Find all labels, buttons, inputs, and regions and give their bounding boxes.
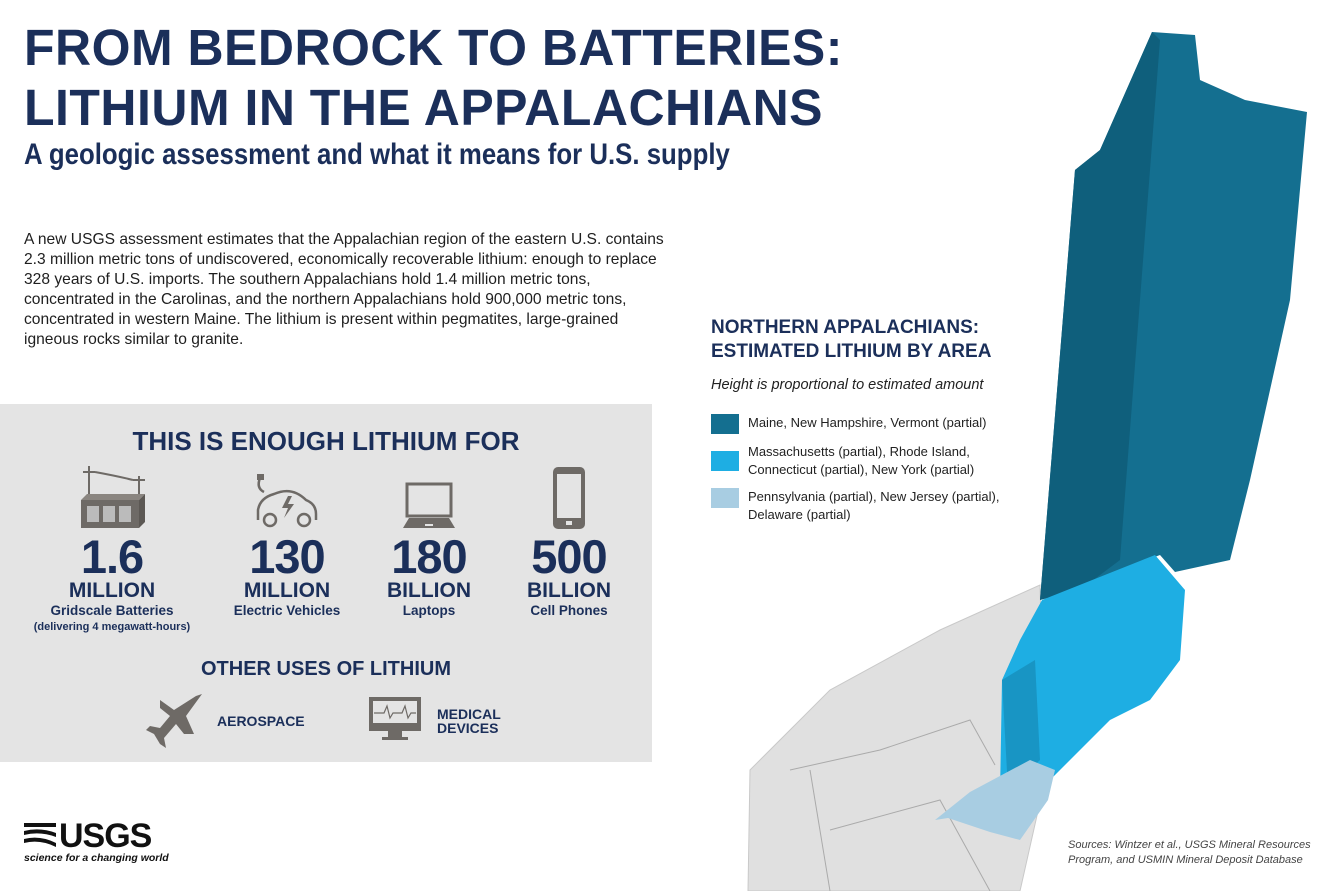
- legend-title-line-2: ESTIMATED LITHIUM BY AREA: [711, 341, 992, 362]
- stat-cell-phones: [479, 464, 659, 620]
- sources: [1068, 838, 1311, 868]
- cell-phone-icon: [479, 464, 659, 530]
- stat-number: 180: [391, 530, 467, 583]
- land-base: [748, 585, 1045, 891]
- title-line-1: FROM BEDROCK TO BATTERIES:: [24, 19, 843, 76]
- stat-label: Electric Vehicles: [233, 603, 341, 618]
- legend-label: Delaware (partial): [748, 507, 851, 522]
- legend-swatch: [711, 414, 739, 434]
- jet-icon: [146, 694, 204, 750]
- sources-line: Program, and USMIN Mineral Deposit Database: [1068, 854, 1303, 866]
- enough-heading: THIS IS ENOUGH LITHIUM FOR: [132, 426, 520, 456]
- stat-gridscale-batteries: [22, 464, 202, 634]
- legend-item: [711, 488, 999, 524]
- legend-subtitle: Height is proportional to estimated amount: [711, 377, 984, 393]
- subtitle: A geologic assessment and what it means for U.S. supply: [24, 138, 730, 171]
- other-uses-heading: OTHER USES OF LITHIUM: [201, 658, 451, 680]
- usgs-wave-icon: [24, 821, 56, 851]
- stat-number: 500: [531, 530, 607, 583]
- legend-label: Pennsylvania (partial), New Jersey (partial),: [748, 489, 1000, 504]
- intro-paragraph: A new USGS assessment estimates that the Appalachian region of the eastern U.S. contains 2.3 million metric tons of undiscovered, economically recoverable lithium: enough to replace 328 years of U.S. imports. The southern Appalachians hold 1.4 million metric tons, concentrated in the Carolinas, and the northern Appalachians hold 900,000 metric tons, concentrated in western Maine. The lithium is present within pegmatites, large-grained igneous rocks similar to granite.: [24, 231, 664, 348]
- stat-note: (delivering 4 megawatt-hours): [33, 621, 191, 633]
- stat-label: Gridscale Batteries: [50, 603, 174, 618]
- label-line: DEVICES: [437, 720, 499, 736]
- stat-label: Laptops: [402, 603, 456, 618]
- stat-unit: BILLION: [387, 579, 471, 602]
- lithium-uses-panel: [0, 404, 652, 762]
- sources-line: Sources: Wintzer et al., USGS Mineral Resources: [1068, 839, 1311, 851]
- label-line: MEDICAL: [437, 706, 501, 722]
- logo-tagline: science for a changing world: [24, 852, 169, 864]
- logo-text: USGS: [59, 817, 152, 855]
- grid-battery-icon: [22, 464, 202, 530]
- stat-label: Cell Phones: [530, 603, 608, 618]
- stat-number: 130: [249, 530, 325, 583]
- legend-swatch: [711, 488, 739, 508]
- aerospace-label: AEROSPACE: [217, 713, 305, 729]
- title-line-2: LITHIUM IN THE APPALACHIANS: [24, 79, 824, 136]
- legend-title-line-1: NORTHERN APPALACHIANS:: [711, 317, 980, 338]
- legend-item: [711, 414, 986, 434]
- legend-label: Maine, New Hampshire, Vermont (partial): [748, 415, 987, 430]
- legend-title: [711, 316, 991, 364]
- stat-unit: MILLION: [243, 579, 331, 602]
- medical-monitor-icon: [368, 696, 422, 742]
- legend-label: Connecticut (partial), New York (partial): [748, 462, 975, 477]
- legend-item: [711, 443, 974, 479]
- medical-devices-label: [437, 707, 501, 735]
- stat-number: 1.6: [80, 530, 144, 583]
- usgs-logo: [24, 817, 169, 864]
- stat-unit: BILLION: [527, 579, 611, 602]
- legend-swatch: [711, 451, 739, 471]
- stat-unit: MILLION: [68, 579, 156, 602]
- legend-label: Massachusetts (partial), Rhode Island,: [748, 444, 970, 459]
